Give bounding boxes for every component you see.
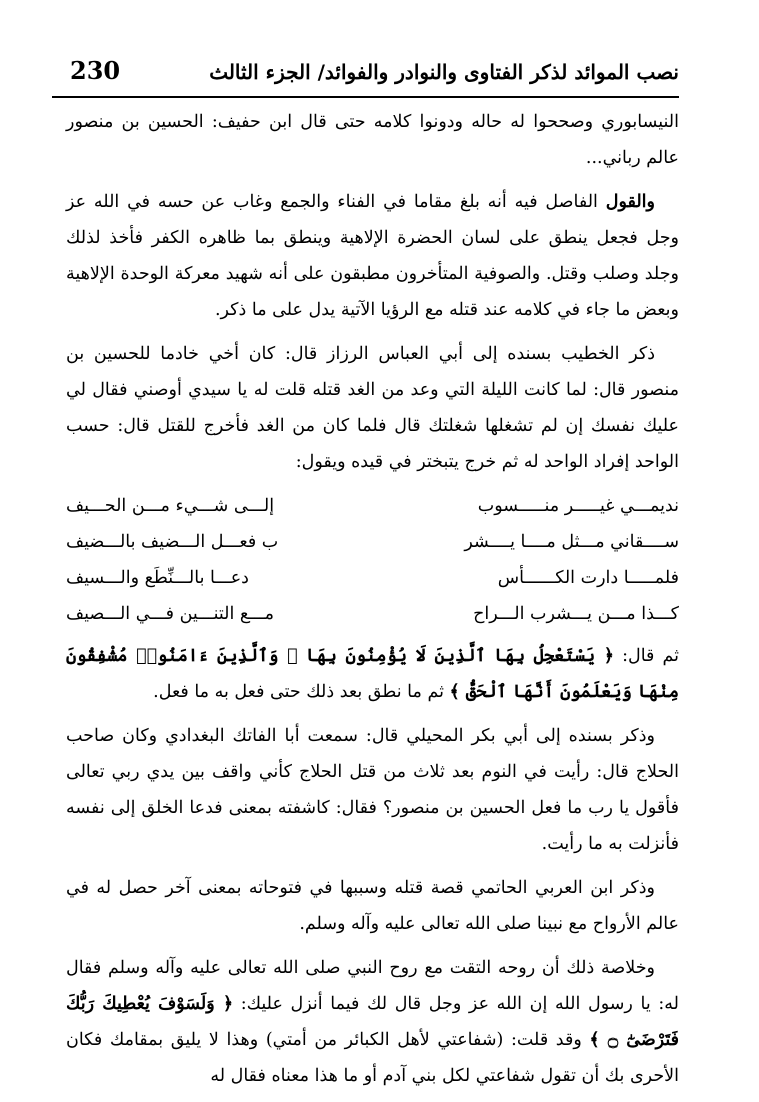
- paragraph-4: [66, 638, 679, 710]
- verse-second-hemistich: دعـــا بالـــنِّطَع والـــسيف: [66, 568, 249, 588]
- paragraph-7-text-cont: وقد قلت: (شفاعتي لأهل الكبائر من أمتي) وهذا لا يليق بمقامك فكان الأحرى بك أن تقول شفاعتي لكل بني آدم أو ما هذا معناه فقال له: [66, 1030, 679, 1086]
- poem-verse: [66, 596, 679, 632]
- paragraph-4-text: ثم ما نطق بعد ذلك حتى فعل به ما فعل.: [153, 682, 444, 702]
- paragraph-7: [66, 950, 679, 1094]
- paragraph-4-intro: ثم قال:: [622, 646, 679, 666]
- verse-first-hemistich: فلمـــــا دارت الكــــــأس: [497, 568, 679, 588]
- running-title: نصب الموائد لذكر الفتاوى والنوادر والفوائد/ الجزء الثالث: [209, 60, 679, 84]
- poem-verse: [66, 488, 679, 524]
- paragraph-6: وذكر ابن العربي الحاتمي قصة قتله وسببها في فتوحاته بمعنى آخر حصل له في عالم الأرواح مع نبينا صلى الله تعالى عليه وآله وسلم.: [66, 878, 679, 934]
- quran-quote: ﴿ يَسْتَعْجِلُ بِهَا ٱلَّذِينَ لَا يُؤْمِنُونَ بِهَا ۖ وَٱلَّذِينَ ءَامَنُوا۟ مُشْفِقُونَ مِنْهَا وَيَعْلَمُونَ أَنَّهَا ٱلْحَقُّ ﴾: [66, 646, 679, 702]
- quran-quote: ﴿ وَلَسَوْفَ يُعْطِيكَ رَبُّكَ فَتَرْضَىٰٓ ۝ ﴾: [66, 994, 679, 1050]
- paragraph-5: وذكر بسنده إلى أبي بكر المحيلي قال: سمعت أبا الفاتك البغدادي وكان صاحب الحلاج قال: رأيت في النوم بعد ثلاث من قتل الحلاج كأني واقف بين يدي ربي تعالى فأقول يا رب ما فعل الحسين بن منصور؟ فقال: كاشفته بمعنى فدعا الخلق إلى نفسه فأنزلت به ما رأيت.: [66, 726, 679, 854]
- verse-first-hemistich: نديمـــي غيـــــر منـــــسوب: [477, 496, 679, 516]
- poem-verse: [66, 524, 679, 560]
- paragraph-2: [66, 184, 679, 328]
- verse-second-hemistich: ب فعـــل الـــضيف بالـــضيف: [66, 532, 279, 552]
- poem-verse: [66, 560, 679, 596]
- paragraph-2-lead: والقول: [605, 192, 655, 212]
- paragraph-2-text: الفاصل فيه أنه بلغ مقاما في الفناء والجمع وغاب عن حسه في الله عز وجل فجعل ينطق على لسان الحضرة الإلاهية وينطق بما ظاهره الكفر فأخذ لذلك وجلد وصلب وقتل. والصوفية المتأخرون مطبقون على أنه شهيد معركة الوحدة الإلاهية وبعض ما جاء في كلامه عند قتله مع الرؤيا الآتية يدل على ما ذكر.: [66, 192, 679, 320]
- page-body: [66, 104, 679, 1102]
- paragraph-7-text: وخلاصة ذلك أن روحه التقت مع روح النبي صلى الله تعالى عليه وآله وسلم فقال له: يا رسول الله إن الله عز وجل قال لك فيما أنزل عليك:: [66, 958, 679, 1014]
- page-header: [52, 56, 679, 98]
- paragraph-3: ذكر الخطيب بسنده إلى أبي العباس الرزاز قال: كان أخي خادما للحسين بن منصور قال: لما كانت الليلة التي وعد من الغد قتله قلت له يا سيدي أوصني فقال لي عليك نفسك إن لم تشغلها شغلتك قال فلما كان من الغد فأخرج للقتل قال: حسب الواحد إفراد الواحد له ثم خرج يتبختر في قيده ويقول:: [66, 344, 679, 472]
- poem: [66, 488, 679, 632]
- paragraph-1: النيسابوري وصححوا له حاله ودونوا كلامه حتى قال ابن حفيف: الحسين بن منصور عالم رباني...: [66, 112, 679, 168]
- verse-second-hemistich: إلـــى شـــيء مـــن الحـــيف: [66, 496, 275, 516]
- verse-first-hemistich: ســــقاني مـــثل مــــا يــــشر: [464, 532, 679, 552]
- verse-second-hemistich: مـــع التنـــين فـــي الـــصيف: [66, 604, 274, 624]
- verse-first-hemistich: كـــذا مـــن يـــشرب الـــراح: [473, 604, 679, 624]
- page-number: 230: [70, 56, 121, 85]
